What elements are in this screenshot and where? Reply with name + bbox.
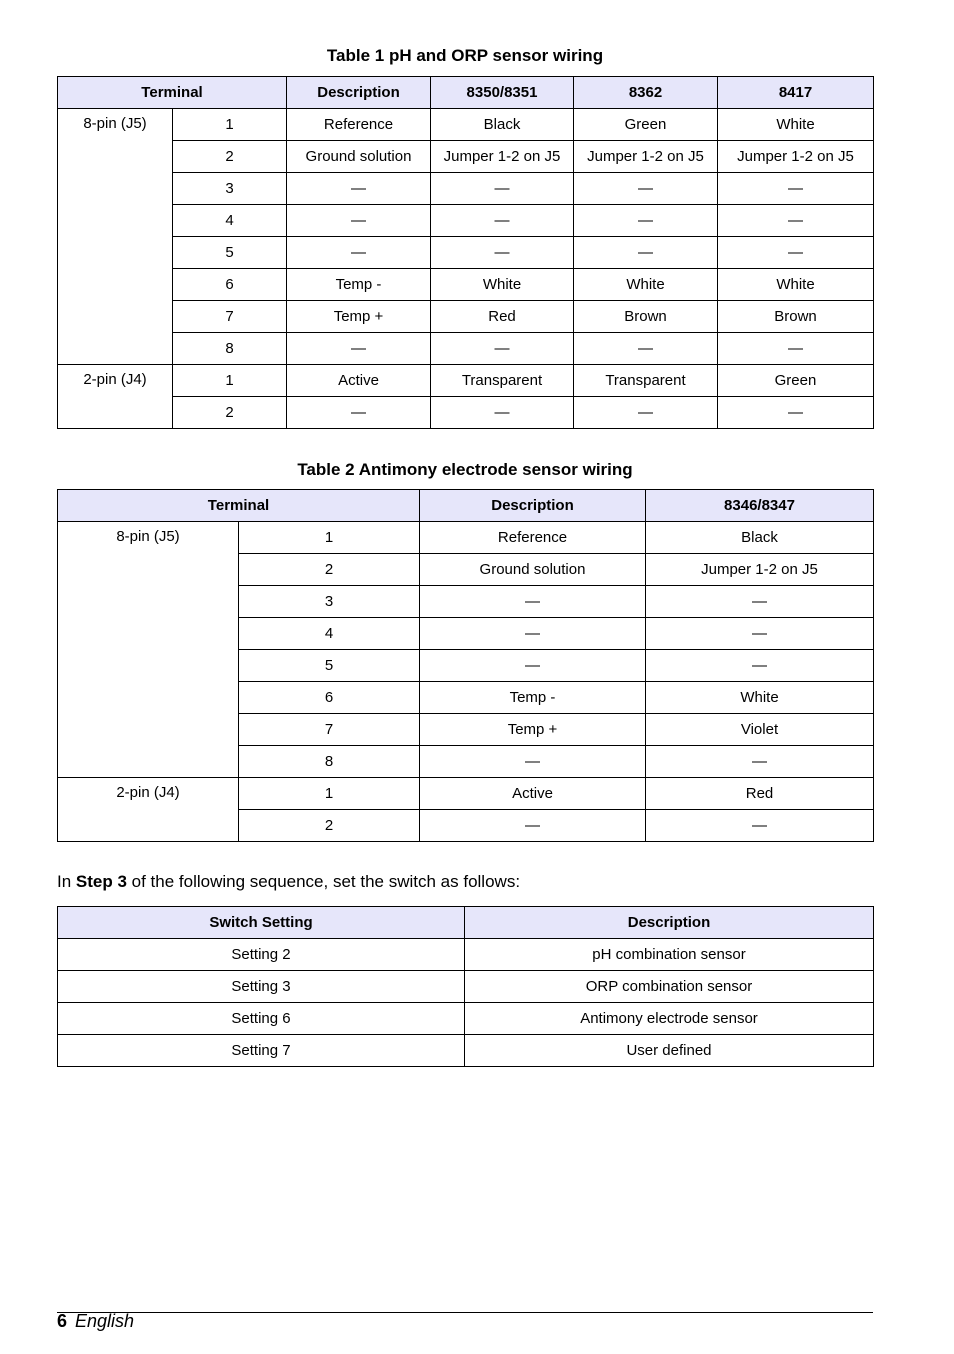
table-cell: ORP combination sensor	[465, 971, 874, 1003]
footer-language: English	[75, 1311, 135, 1331]
table-cell: Jumper 1-2 on J5	[431, 141, 574, 173]
table-cell: pH combination sensor	[465, 939, 874, 971]
table-cell: —	[420, 586, 646, 618]
table-cell: —	[420, 810, 646, 842]
table-cell: —	[718, 333, 874, 365]
terminal-pin: 1	[173, 365, 287, 397]
table-row	[58, 109, 874, 141]
table-cell: White	[718, 269, 874, 301]
column-header: Switch Setting	[58, 907, 465, 939]
switch-setting-table	[57, 906, 874, 1067]
table-cell: —	[431, 237, 574, 269]
header-row	[58, 490, 874, 522]
terminal-pin: 2	[173, 397, 287, 429]
table-cell: Red	[646, 778, 874, 810]
table-cell: —	[574, 173, 718, 205]
table-cell: Brown	[718, 301, 874, 333]
table-cell: Antimony electrode sensor	[465, 1003, 874, 1035]
table-cell: —	[718, 205, 874, 237]
table-cell: Brown	[574, 301, 718, 333]
table2-caption: Table 2 Antimony electrode sensor wiring	[297, 460, 633, 479]
table-cell: —	[646, 650, 874, 682]
header-row	[58, 907, 874, 939]
column-header: Description	[420, 490, 646, 522]
terminal-pin: 5	[173, 237, 287, 269]
table-cell: Jumper 1-2 on J5	[574, 141, 718, 173]
table-row	[58, 173, 874, 205]
table-cell: —	[431, 173, 574, 205]
table-cell: —	[431, 397, 574, 429]
terminal-pin: 2	[239, 554, 420, 586]
column-header: 8362	[574, 77, 718, 109]
table-cell: —	[287, 237, 431, 269]
table-cell: White	[574, 269, 718, 301]
table-cell: Setting 3	[58, 971, 465, 1003]
table-cell: Transparent	[431, 365, 574, 397]
switch-instruction	[57, 872, 520, 892]
instruction-text-after: of the following sequence, set the switch as follows:	[126, 872, 521, 891]
table-cell: Setting 2	[58, 939, 465, 971]
table-cell: —	[420, 746, 646, 778]
column-header: Terminal	[58, 490, 420, 522]
footer-rule	[57, 1312, 873, 1313]
column-header: 8350/8351	[431, 77, 574, 109]
table-row	[58, 301, 874, 333]
table-cell: —	[287, 397, 431, 429]
table-cell: —	[420, 618, 646, 650]
terminal-pin: 7	[173, 301, 287, 333]
table-cell: —	[431, 333, 574, 365]
table-row	[58, 971, 874, 1003]
table-cell: Ground solution	[420, 554, 646, 586]
table-cell: Green	[718, 365, 874, 397]
table-cell: Black	[646, 522, 874, 554]
table-cell: —	[574, 397, 718, 429]
table-row	[58, 778, 874, 810]
terminal-group-label: 8-pin (J5)	[58, 522, 239, 778]
table-row	[58, 237, 874, 269]
instruction-text-before: In	[57, 872, 76, 891]
table-cell: Transparent	[574, 365, 718, 397]
column-header: Description	[465, 907, 874, 939]
terminal-pin: 7	[239, 714, 420, 746]
table-row	[58, 141, 874, 173]
table-cell: —	[574, 237, 718, 269]
table-cell: Temp +	[420, 714, 646, 746]
column-header: Terminal	[58, 77, 287, 109]
terminal-pin: 8	[239, 746, 420, 778]
ph-orp-wiring-table	[57, 76, 874, 429]
header-row	[58, 77, 874, 109]
table-cell: Violet	[646, 714, 874, 746]
terminal-pin: 2	[173, 141, 287, 173]
table-cell: Ground solution	[287, 141, 431, 173]
page-number: 6	[57, 1311, 68, 1331]
instruction-step-ref: Step 3	[75, 872, 127, 891]
table-cell: Jumper 1-2 on J5	[718, 141, 874, 173]
table-row	[58, 939, 874, 971]
column-header: 8346/8347	[646, 490, 874, 522]
antimony-wiring-table	[57, 489, 874, 842]
table-cell: White	[718, 109, 874, 141]
table-row	[58, 333, 874, 365]
table1-caption: Table 1 pH and ORP sensor wiring	[326, 46, 604, 65]
table-cell: Temp +	[287, 301, 431, 333]
table-row	[58, 1003, 874, 1035]
terminal-pin: 6	[239, 682, 420, 714]
terminal-pin: 3	[173, 173, 287, 205]
terminal-group-label: 8-pin (J5)	[58, 109, 173, 365]
table-cell: —	[574, 205, 718, 237]
table-cell: Black	[431, 109, 574, 141]
table-cell: —	[574, 333, 718, 365]
table-cell: —	[287, 173, 431, 205]
terminal-pin: 2	[239, 810, 420, 842]
table-row	[58, 365, 874, 397]
column-header: 8417	[718, 77, 874, 109]
terminal-pin: 5	[239, 650, 420, 682]
column-header: Description	[287, 77, 431, 109]
table-cell: —	[718, 173, 874, 205]
table-cell: Setting 6	[58, 1003, 465, 1035]
table-row	[58, 1035, 874, 1067]
table-row	[58, 397, 874, 429]
table-cell: —	[718, 397, 874, 429]
table-cell: —	[287, 333, 431, 365]
terminal-pin: 1	[239, 778, 420, 810]
table-cell: User defined	[465, 1035, 874, 1067]
terminal-pin: 4	[173, 205, 287, 237]
table-cell: Jumper 1-2 on J5	[646, 554, 874, 586]
table-cell: Green	[574, 109, 718, 141]
terminal-pin: 4	[239, 618, 420, 650]
table-cell: —	[287, 205, 431, 237]
table-cell: Setting 7	[58, 1035, 465, 1067]
table-cell: White	[431, 269, 574, 301]
table-row	[58, 205, 874, 237]
table-cell: —	[420, 650, 646, 682]
table-cell: Temp -	[287, 269, 431, 301]
table-cell: Reference	[420, 522, 646, 554]
terminal-pin: 1	[173, 109, 287, 141]
table-cell: —	[646, 810, 874, 842]
table-cell: White	[646, 682, 874, 714]
terminal-pin: 1	[239, 522, 420, 554]
table-cell: Active	[420, 778, 646, 810]
table-row	[58, 522, 874, 554]
terminal-group-label: 2-pin (J4)	[58, 778, 239, 842]
page-footer	[57, 1311, 134, 1332]
table-row	[58, 269, 874, 301]
table-cell: —	[718, 237, 874, 269]
terminal-pin: 8	[173, 333, 287, 365]
table-cell: —	[646, 618, 874, 650]
table-cell: —	[646, 586, 874, 618]
terminal-group-label: 2-pin (J4)	[58, 365, 173, 429]
table-cell: Reference	[287, 109, 431, 141]
terminal-pin: 3	[239, 586, 420, 618]
table-cell: Red	[431, 301, 574, 333]
table-cell: —	[646, 746, 874, 778]
terminal-pin: 6	[173, 269, 287, 301]
table-cell: Active	[287, 365, 431, 397]
table-cell: Temp -	[420, 682, 646, 714]
table-cell: —	[431, 205, 574, 237]
